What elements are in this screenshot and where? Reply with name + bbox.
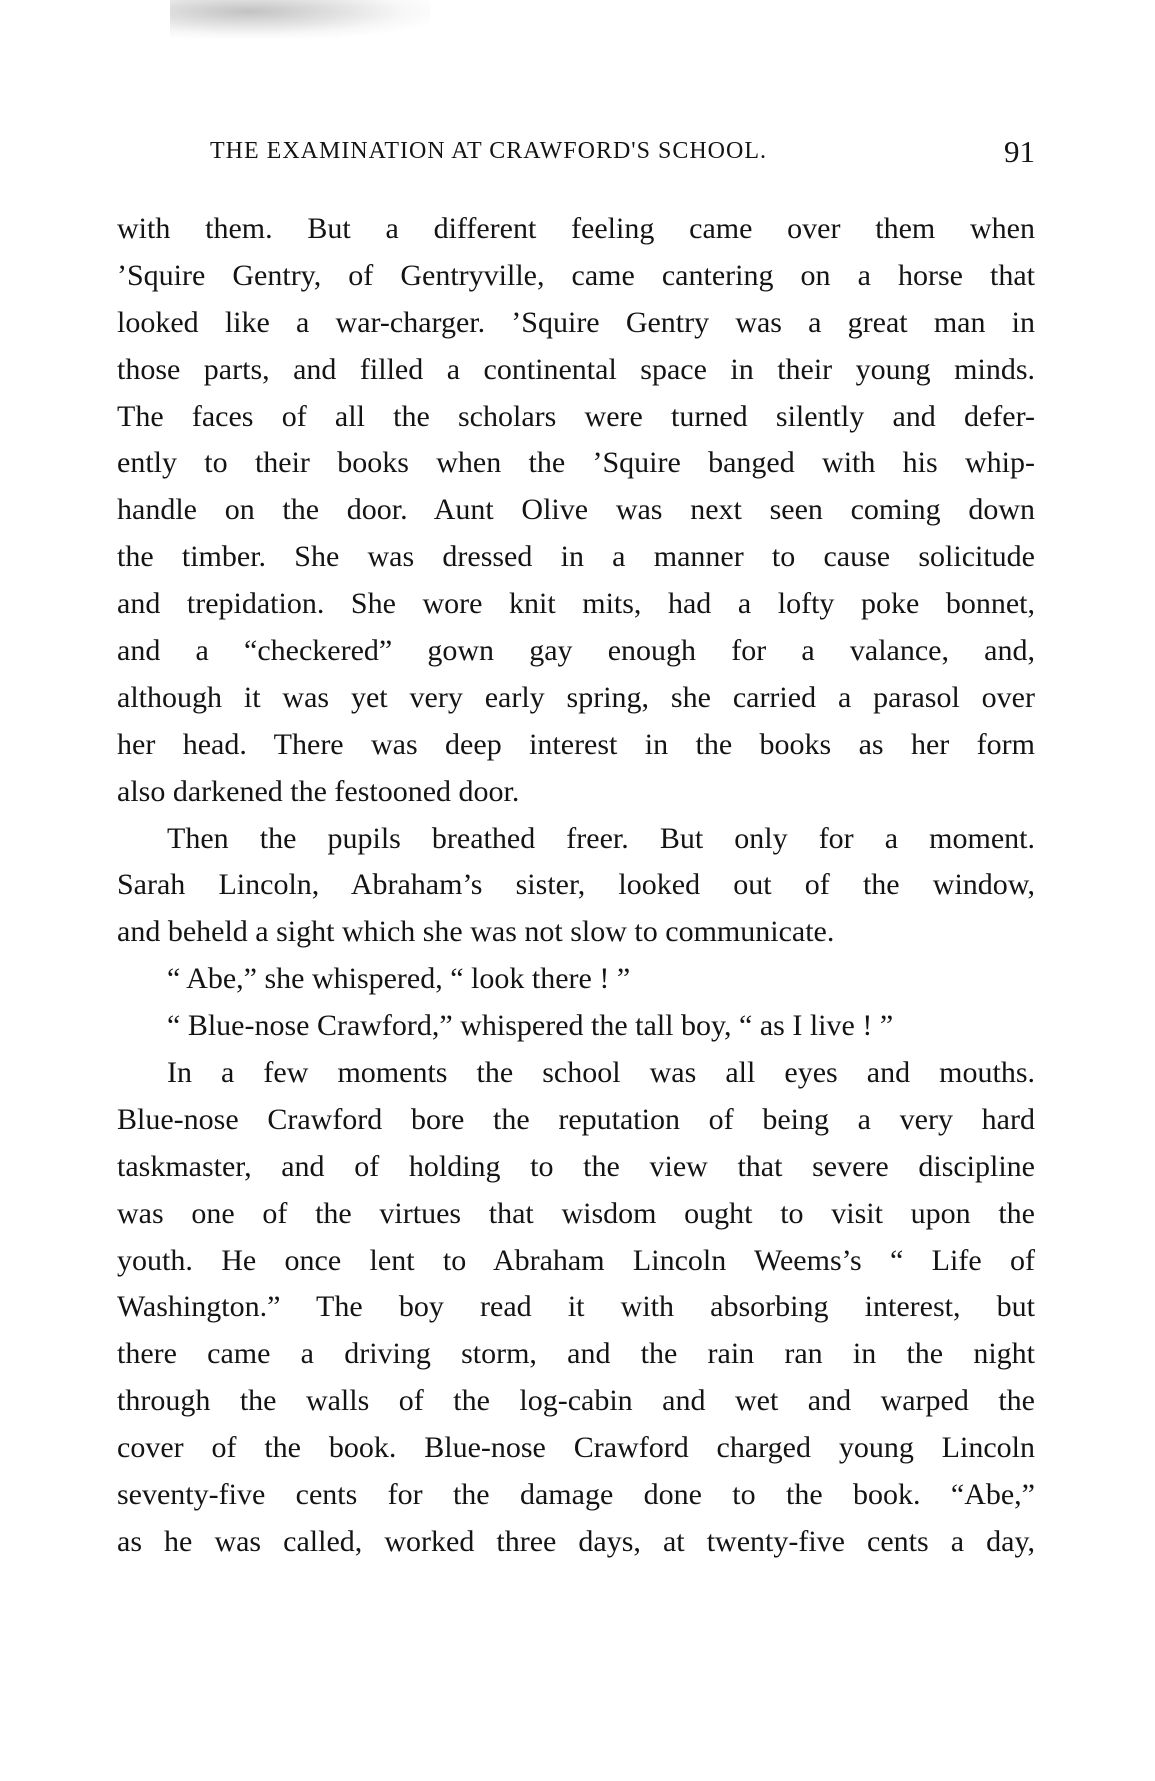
text-line: “ Blue-nose Crawford,” whispered the tall boy, “ as I live ! ” — [167, 1009, 894, 1043]
text-line: The faces of all the scholars were turned silently and defer- — [117, 399, 1035, 433]
text-line: Then the pupils breathed freer. But only for a moment. — [167, 821, 1035, 855]
running-title: THE EXAMINATION AT CRAWFORD'S SCHOOL. — [210, 138, 767, 164]
text-line: Washington.” The boy read it with absorbing interest, but — [117, 1290, 1035, 1324]
text-line: In a few moments the school was all eyes and mouths. — [167, 1056, 1035, 1090]
text-line: Blue-nose Crawford bore the reputation of being a very hard — [117, 1102, 1035, 1136]
scan-smudge — [170, 0, 430, 38]
text-line: cover of the book. Blue-nose Crawford charged young Lincoln — [117, 1431, 1035, 1465]
text-line: and beheld a sight which she was not slow to communicate. — [117, 915, 835, 949]
text-line: youth. He once lent to Abraham Lincoln Weems’s “ Life of — [117, 1243, 1035, 1277]
text-line: as he was called, worked three days, at twenty-five cents a day, — [117, 1524, 1035, 1558]
text-line: was one of the virtues that wisdom ought to visit upon the — [117, 1196, 1035, 1230]
text-line: through the walls of the log-cabin and wet and warped the — [117, 1384, 1035, 1418]
text-line: “ Abe,” she whispered, “ look there ! ” — [167, 962, 631, 996]
text-line: with them. But a different feeling came over them when — [117, 212, 1035, 245]
text-line: looked like a war-charger. ’Squire Gentry was a great man in — [117, 305, 1035, 339]
text-line: her head. There was deep interest in the books as her form — [117, 727, 1035, 761]
text-line: the timber. She was dressed in a manner to cause solicitude — [117, 540, 1035, 574]
text-line: ’Squire Gentry, of Gentryville, came cantering on a horse that — [117, 258, 1035, 292]
text-line: Sarah Lincoln, Abraham’s sister, looked out of the window, — [117, 868, 1035, 902]
text-line: although it was yet very early spring, she carried a parasol over — [117, 680, 1035, 714]
page-number: 91 — [1004, 134, 1035, 169]
text-line: taskmaster, and of holding to the view that severe discipline — [117, 1149, 1035, 1183]
page-body — [117, 206, 1035, 1566]
text-line: also darkened the festooned door. — [117, 774, 520, 808]
text-line: handle on the door. Aunt Olive was next seen coming down — [117, 493, 1035, 527]
text-line: and a “checkered” gown gay enough for a valance, and, — [117, 634, 1035, 668]
text-line: and trepidation. She wore knit mits, had a lofty poke bonnet, — [117, 587, 1035, 621]
text-line: ently to their books when the ’Squire banged with his whip- — [117, 446, 1035, 480]
text-line: those parts, and filled a continental space in their young minds. — [117, 352, 1035, 386]
running-header — [210, 134, 1035, 174]
text-line: there came a driving storm, and the rain ran in the night — [117, 1337, 1035, 1371]
text-line: seventy-five cents for the damage done to the book. “Abe,” — [117, 1478, 1035, 1512]
